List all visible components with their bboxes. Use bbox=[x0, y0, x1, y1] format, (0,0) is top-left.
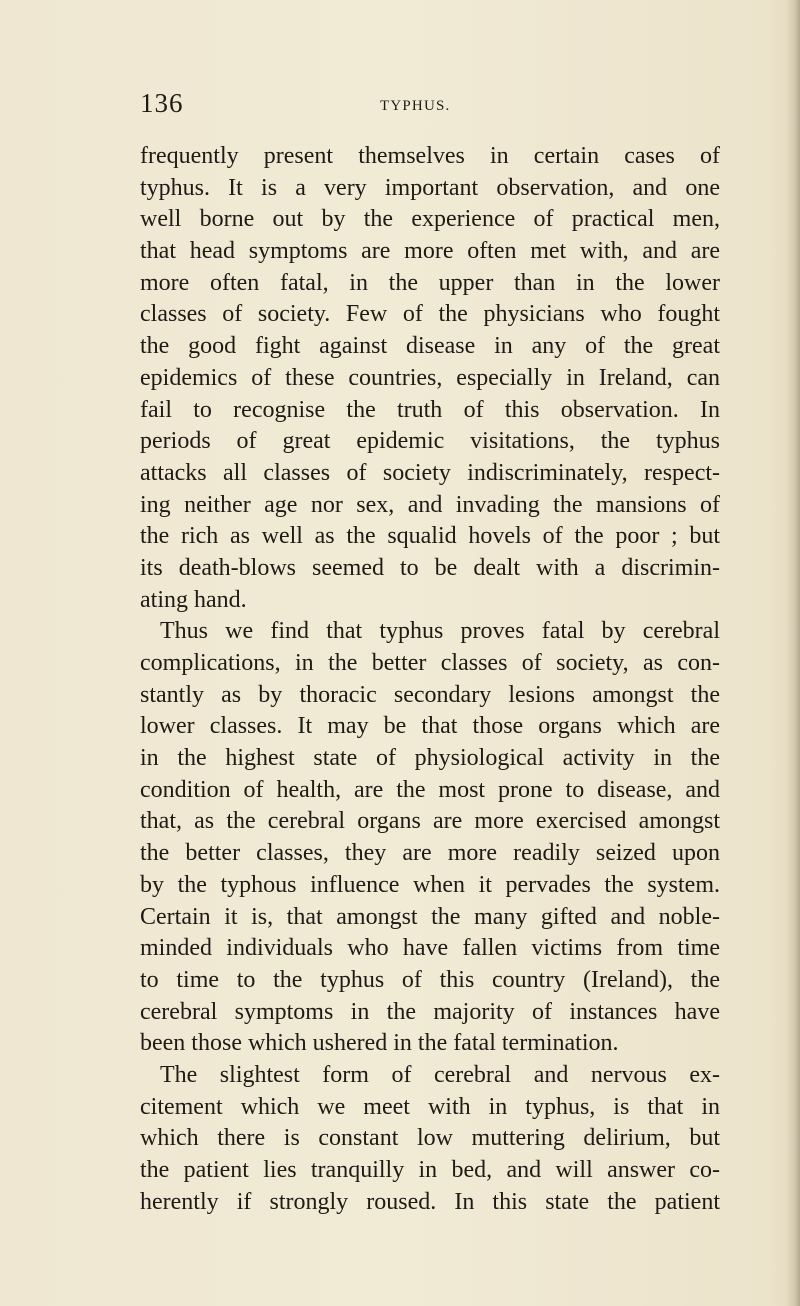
text-line: attacks all classes of society indiscriminately, respect- bbox=[140, 459, 720, 486]
page-header bbox=[140, 88, 714, 128]
text-line: epidemics of these countries, especially in Ireland, can bbox=[140, 364, 720, 391]
text-line: classes of society. Few of the physicians who fought bbox=[140, 301, 720, 328]
text-line: citement which we meet with in typhus, is that in bbox=[140, 1093, 720, 1120]
text-line: condition of health, are the most prone to disease, and bbox=[140, 776, 720, 803]
text-line: by the typhous influence when it pervades the system. bbox=[140, 871, 720, 898]
text-line: to time to the typhus of this country (Ireland), the bbox=[140, 966, 720, 993]
text-line: that, as the cerebral organs are more exercised amongst bbox=[140, 808, 720, 835]
text-line: Thus we find that typhus proves fatal by cerebral bbox=[160, 618, 720, 645]
text-line: ating hand. bbox=[140, 586, 247, 613]
text-line: the rich as well as the squalid hovels of the poor ; but bbox=[140, 523, 720, 550]
text-line: ing neither age nor sex, and invading the mansions of bbox=[140, 491, 720, 518]
text-line: well borne out by the experience of practical men, bbox=[140, 206, 720, 233]
text-line: lower classes. It may be that those organs which are bbox=[140, 713, 720, 740]
body-text bbox=[140, 141, 720, 1218]
text-line: that head symptoms are more often met with, and are bbox=[140, 238, 720, 265]
running-head: TYPHUS. bbox=[380, 98, 451, 114]
text-line: in the highest state of physiological activity in the bbox=[140, 745, 720, 772]
text-line: The slightest form of cerebral and nervous ex- bbox=[160, 1061, 720, 1088]
text-line: stantly as by thoracic secondary lesions amongst the bbox=[140, 681, 720, 708]
text-line: fail to recognise the truth of this observation. In bbox=[140, 396, 720, 423]
text-line: the good fight against disease in any of the great bbox=[140, 333, 720, 360]
text-line: herently if strongly roused. In this state the patient bbox=[140, 1188, 720, 1215]
text-line: minded individuals who have fallen victims from time bbox=[140, 935, 720, 962]
text-line: cerebral symptoms in the majority of instances have bbox=[140, 998, 720, 1025]
page-edge-shadow bbox=[786, 0, 800, 1306]
text-line: its death-blows seemed to be dealt with a discrimin- bbox=[140, 554, 720, 581]
page-number: 136 bbox=[140, 88, 184, 118]
text-line: more often fatal, in the upper than in the lower bbox=[140, 269, 720, 296]
text-line: periods of great epidemic visitations, the typhus bbox=[140, 428, 720, 455]
text-line: the patient lies tranquilly in bed, and will answer co- bbox=[140, 1157, 720, 1183]
text-line: typhus. It is a very important observation, and one bbox=[140, 174, 720, 201]
text-line: frequently present themselves in certain cases of bbox=[140, 143, 720, 169]
text-line: Certain it is, that amongst the many gifted and noble- bbox=[140, 903, 720, 930]
text-line: which there is constant low muttering delirium, but bbox=[140, 1125, 720, 1152]
text-line: complications, in the better classes of society, as con- bbox=[140, 650, 720, 676]
text-line: the better classes, they are more readily seized upon bbox=[140, 840, 720, 867]
text-line: been those which ushered in the fatal termination. bbox=[140, 1030, 619, 1057]
